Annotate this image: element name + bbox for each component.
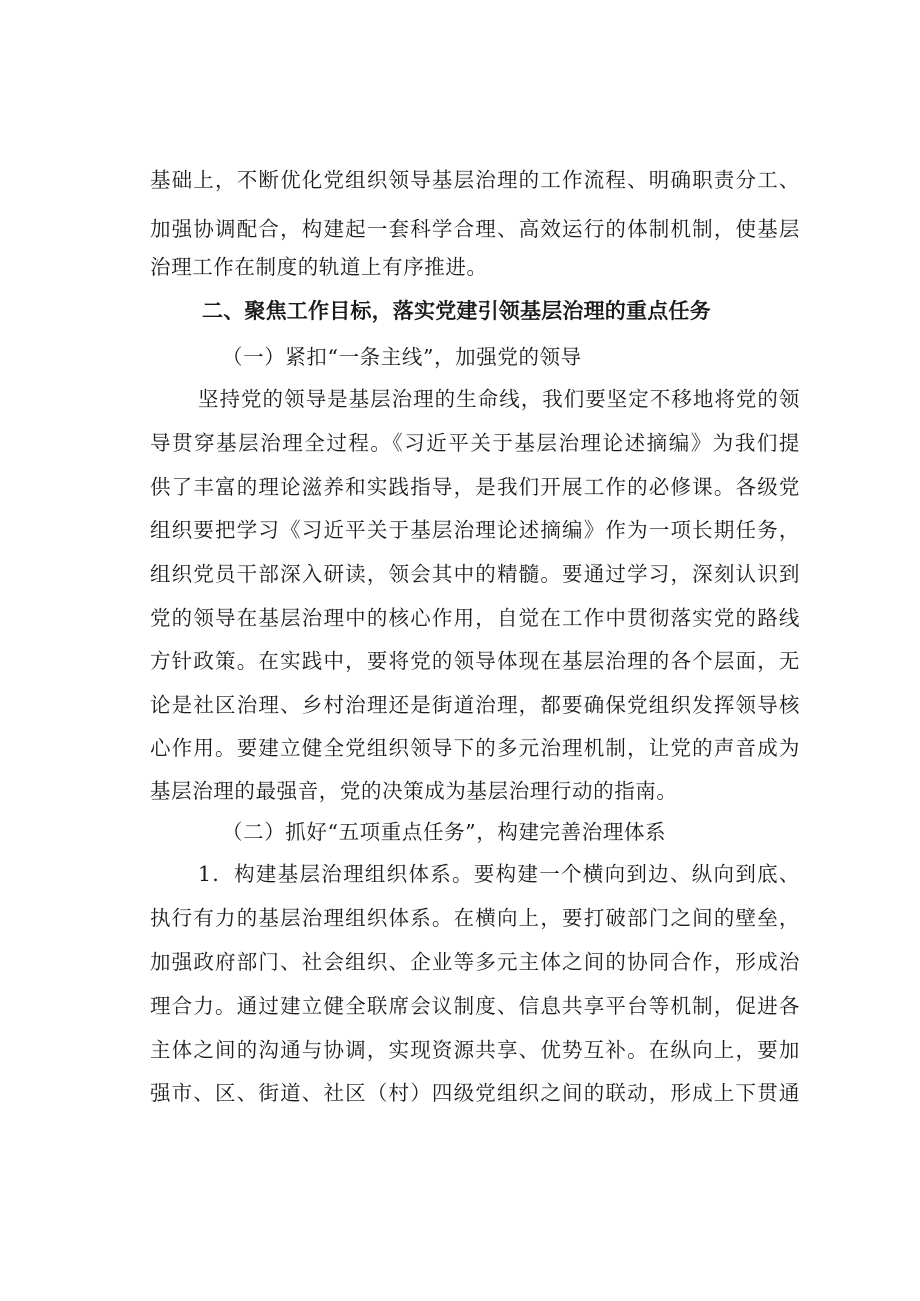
paragraph-1-line: 导贯穿基层治理全过程。《习近平关于基层治理论述摘编》为我们提 [150, 431, 800, 455]
paragraph-2-line: 加强政府部门、社会组织、企业等多元主体之间的协同合作，形成治 [150, 950, 800, 974]
paragraph-2-line: 主体之间的沟通与协调，实现资源共享、优势互补。在纵向上，要加 [150, 1038, 800, 1062]
paragraph-intro-line: 基础上，不断优化党组织领导基层治理的工作流程、明确职责分工、 [150, 168, 800, 192]
paragraph-2-line: 强市、区、街道、社区（村）四级党组织之间的联动，形成上下贯通 [150, 1081, 800, 1105]
paragraph-1-line: 组织党员干部深入研读，领会其中的精髓。要通过学习，深刻认识到 [150, 562, 800, 586]
subheading-2: （二）抓好“五项重点任务”，构建完善治理体系 [222, 820, 667, 844]
paragraph-1-line: 心作用。要建立健全党组织领导下的多元治理机制，让党的声音成为 [150, 736, 800, 760]
paragraph-2-line: 执行有力的基层治理组织体系。在横向上，要打破部门之间的壁垒， [150, 906, 800, 930]
paragraph-1-line: 方针政策。在实践中，要将党的领导体现在基层治理的各个层面，无 [150, 649, 800, 673]
section-heading: 二、聚焦工作目标，落实党建引领基层治理的重点任务 [202, 299, 711, 323]
paragraph-1-line: 党的领导在基层治理中的核心作用，自觉在工作中贯彻落实党的路线 [150, 606, 800, 630]
paragraph-2-line: 1．构建基层治理组织体系。要构建一个横向到边、纵向到底、 [198, 862, 800, 886]
paragraph-intro-line: 治理工作在制度的轨道上有序推进。 [150, 255, 488, 279]
paragraph-1-line: 基层治理的最强音，党的决策成为基层治理行动的指南。 [150, 779, 678, 803]
paragraph-1-line: 坚持党的领导是基层治理的生命线，我们要坚定不移地将党的领 [198, 387, 800, 411]
paragraph-2-line: 理合力。通过建立健全联席会议制度、信息共享平台等机制，促进各 [150, 994, 800, 1018]
paragraph-intro-line: 加强协调配合，构建起一套科学合理、高效运行的体制机制，使基层 [150, 217, 800, 241]
paragraph-1-line: 论是社区治理、乡村治理还是街道治理，都要确保党组织发挥领导核 [150, 693, 800, 717]
paragraph-1-line: 组织要把学习《习近平关于基层治理论述摘编》作为一项长期任务， [150, 518, 800, 542]
subheading-1: （一）紧扣“一条主线”，加强党的领导 [222, 345, 582, 369]
paragraph-1-line: 供了丰富的理论滋养和实践指导，是我们开展工作的必修课。各级党 [150, 475, 800, 499]
